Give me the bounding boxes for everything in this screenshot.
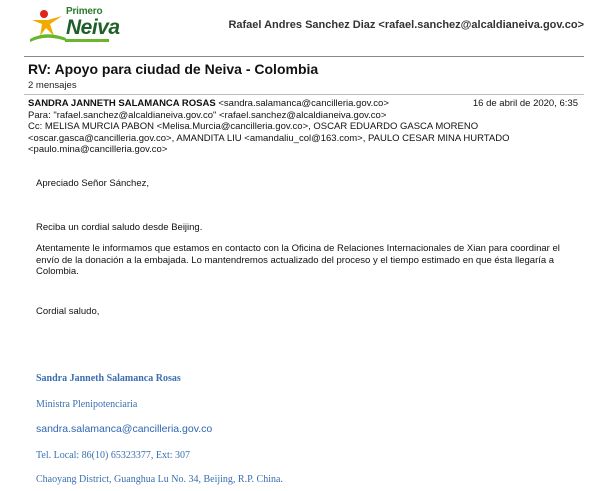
cc-line: <oscar.gasca@cancilleria.gov.co>, AMANDITA LIU <amandaliu_col@163.com>, PAULO CESAR MINA HURTADO bbox=[28, 132, 510, 144]
body-paragraph: Reciba un cordial saludo desde Beijing. bbox=[36, 222, 203, 233]
signature-address: Chaoyang District, Guanghua Lu No. 34, Beijing, R.P. China. bbox=[36, 474, 283, 485]
signature-phone: Tel. Local: 86(10) 65323377, Ext: 307 bbox=[36, 450, 190, 461]
to-line: Para: "rafael.sanchez@alcaldianeiva.gov.co" <rafael.sanchez@alcaldianeiva.gov.co> bbox=[28, 109, 387, 121]
sender-email[interactable]: <sandra.salamanca@cancilleria.gov.co> bbox=[218, 98, 389, 109]
thread-subject: RV: Apoyo para ciudad de Neiva - Colombia bbox=[28, 61, 319, 77]
signature-name: Sandra Janneth Salamanca Rosas bbox=[36, 373, 181, 384]
subject-divider bbox=[24, 94, 584, 95]
sender-name: SANDRA JANNETH SALAMANCA ROSAS bbox=[28, 98, 216, 109]
logo-bar bbox=[65, 39, 109, 42]
body-paragraph: Atentamente le informamos que estamos en contacto con la Oficina de Relaciones Internacionales de Xian para coordinar el envío de la donación a la embajada. Lo mantendremos actualizado del proceso y el tiempo estimado en que ésta llegaría a Colombia. bbox=[36, 243, 560, 277]
closing: Cordial saludo, bbox=[36, 306, 100, 317]
person-logo-icon bbox=[28, 6, 68, 42]
message-date: 16 de abril de 2020, 6:35 bbox=[472, 98, 578, 109]
print-header bbox=[0, 0, 600, 56]
logo-text-top: Primero bbox=[66, 6, 103, 17]
account-identity: Rafael Andres Sanchez Diaz <rafael.sanchez@alcaldianeiva.gov.co> bbox=[228, 19, 584, 31]
signature-email-link[interactable]: sandra.salamanca@cancilleria.gov.co bbox=[36, 423, 213, 435]
greeting: Apreciado Señor Sánchez, bbox=[36, 178, 150, 189]
cc-line: <paulo.mina@cancilleria.gov.co> bbox=[28, 144, 168, 155]
message-count: 2 mensajes bbox=[28, 80, 77, 91]
logo-text-bottom: Neiva bbox=[66, 16, 120, 39]
signature-title: Ministra Plenipotenciaria bbox=[36, 399, 138, 410]
primero-neiva-logo bbox=[28, 6, 118, 46]
header-divider bbox=[24, 56, 584, 57]
cc-line: Cc: MELISA MURCIA PABON <Melisa.Murcia@cancilleria.gov.co>, OSCAR EDUARDO GASCA MORENO bbox=[28, 121, 479, 132]
